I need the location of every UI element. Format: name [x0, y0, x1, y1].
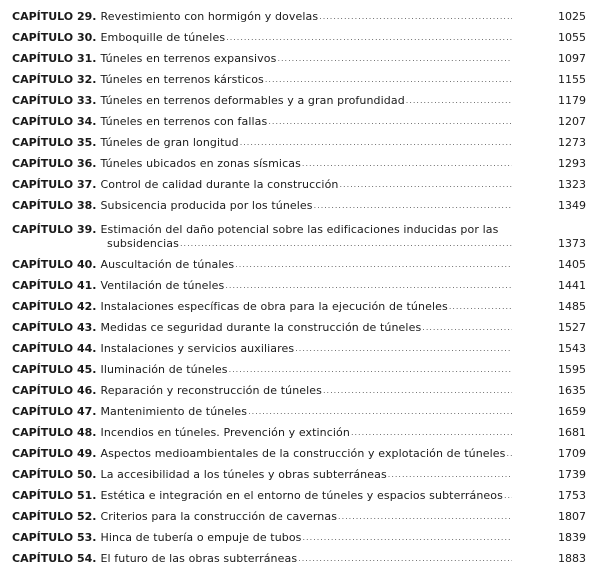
chapter-title: Auscultación de túnales	[100, 258, 235, 271]
chapter-title: Túneles ubicados en zonas sísmicas	[100, 157, 301, 170]
entry-body	[12, 342, 512, 356]
entry-body	[12, 199, 512, 213]
chapter-title: Túneles en terrenos deformables y a gran profundidad	[100, 94, 405, 107]
dot-leader	[229, 363, 512, 377]
chapter-label: CAPÍTULO 33.	[12, 94, 97, 107]
toc-entry[interactable]	[12, 133, 586, 154]
entry-body	[12, 447, 512, 461]
chapter-label: CAPÍTULO 51.	[12, 489, 97, 502]
chapter-label: CAPÍTULO 31.	[12, 52, 97, 65]
toc-entry[interactable]	[12, 112, 586, 133]
page-number: 1681	[558, 426, 586, 439]
entry-body	[12, 468, 512, 482]
chapter-title: Criterios para la construcción de cavernas	[100, 510, 338, 523]
page-number: 1635	[558, 384, 586, 397]
entry-body	[12, 426, 512, 440]
chapter-title: Hinca de tubería o empuje de tubos	[100, 531, 302, 544]
chapter-title: La accesibilidad a los túneles y obras subterráneas	[100, 468, 387, 481]
chapter-label: CAPÍTULO 35.	[12, 136, 97, 149]
entry-body	[12, 531, 512, 545]
entry-body	[12, 258, 512, 272]
chapter-title: Iluminación de túneles	[100, 363, 228, 376]
chapter-label: CAPÍTULO 44.	[12, 342, 97, 355]
dot-leader	[338, 510, 512, 524]
toc-entry[interactable]	[12, 70, 586, 91]
chapter-title: Medidas ce seguridad durante la construcción de túneles	[100, 321, 422, 334]
page-number: 1373	[558, 237, 586, 250]
chapter-label: CAPÍTULO 43.	[12, 321, 97, 334]
page-number: 1293	[558, 157, 586, 170]
toc-entry[interactable]	[12, 381, 586, 402]
page-number: 1179	[558, 94, 586, 107]
toc-entry[interactable]	[12, 444, 586, 465]
chapter-label: CAPÍTULO 29.	[12, 10, 97, 23]
chapter-title: Incendios en túneles. Prevención y extinción	[100, 426, 350, 439]
chapter-label: CAPÍTULO 45.	[12, 363, 97, 376]
page-number: 1595	[558, 363, 586, 376]
toc-entry[interactable]	[12, 297, 586, 318]
toc-entry[interactable]	[12, 154, 586, 175]
page-number: 1097	[558, 52, 586, 65]
dot-leader	[388, 468, 512, 482]
page-number: 1659	[558, 405, 586, 418]
entry-body	[12, 384, 512, 398]
chapter-label: CAPÍTULO 36.	[12, 157, 97, 170]
entry-body	[12, 223, 512, 251]
dot-leader	[277, 52, 512, 66]
page-number: 1055	[558, 31, 586, 44]
dot-leader	[422, 321, 512, 335]
chapter-title: Control de calidad durante la construcción	[100, 178, 339, 191]
dot-leader	[319, 10, 512, 24]
chapter-title: Revestimiento con hormigón y dovelas	[100, 10, 319, 23]
chapter-label: CAPÍTULO 54.	[12, 552, 97, 565]
toc-entry[interactable]	[12, 255, 586, 276]
page-number: 1543	[558, 342, 586, 355]
table-of-contents	[12, 7, 586, 570]
chapter-label: CAPÍTULO 50.	[12, 468, 97, 481]
chapter-label: CAPÍTULO 49.	[12, 447, 97, 460]
chapter-title: Estética e integración en el entorno de túneles y espacios subterráneos	[100, 489, 503, 502]
dot-leader	[295, 342, 512, 356]
toc-entry[interactable]	[12, 549, 586, 570]
dot-leader	[406, 94, 512, 108]
toc-entry[interactable]	[12, 423, 586, 444]
chapter-title: Túneles en terrenos expansivos	[100, 52, 277, 65]
dot-leader	[180, 237, 512, 251]
toc-entry[interactable]	[12, 507, 586, 528]
toc-entry[interactable]	[12, 276, 586, 297]
dot-leader	[339, 178, 512, 192]
page-number: 1807	[558, 510, 586, 523]
entry-body	[12, 94, 512, 108]
chapter-title: Estimación del daño potencial sobre las edificaciones inducidas por las	[100, 223, 499, 236]
chapter-label: CAPÍTULO 30.	[12, 31, 97, 44]
dot-leader	[504, 489, 512, 503]
entry-body	[12, 321, 512, 335]
page-number: 1527	[558, 321, 586, 334]
dot-leader	[303, 531, 512, 545]
page-number: 1485	[558, 300, 586, 313]
entry-body	[12, 115, 512, 129]
toc-entry[interactable]	[12, 175, 586, 196]
chapter-label: CAPÍTULO 41.	[12, 279, 97, 292]
chapter-label: CAPÍTULO 37.	[12, 178, 97, 191]
dot-leader	[298, 552, 512, 566]
entry-body	[12, 52, 512, 66]
entry-body	[12, 178, 512, 192]
toc-entry[interactable]	[12, 91, 586, 112]
page-number: 1207	[558, 115, 586, 128]
chapter-label: CAPÍTULO 48.	[12, 426, 97, 439]
chapter-title: Túneles en terrenos kársticos	[100, 73, 264, 86]
page-number: 1839	[558, 531, 586, 544]
chapter-title: Mantenimiento de túneles	[100, 405, 248, 418]
entry-body	[12, 489, 512, 503]
dot-leader	[323, 384, 512, 398]
page-number: 1753	[558, 489, 586, 502]
chapter-label: CAPÍTULO 53.	[12, 531, 97, 544]
dot-leader	[225, 279, 512, 293]
chapter-title: Instalaciones específicas de obra para la ejecución de túneles	[100, 300, 448, 313]
page-number: 1273	[558, 136, 586, 149]
page-number: 1025	[558, 10, 586, 23]
chapter-title-continued: subsidencias	[107, 237, 179, 250]
chapter-label: CAPÍTULO 52.	[12, 510, 97, 523]
page-number: 1739	[558, 468, 586, 481]
entry-body	[12, 73, 512, 87]
chapter-label: CAPÍTULO 32.	[12, 73, 97, 86]
chapter-label: CAPÍTULO 34.	[12, 115, 97, 128]
dot-leader	[268, 115, 512, 129]
dot-leader	[314, 199, 512, 213]
chapter-label: CAPÍTULO 46.	[12, 384, 97, 397]
chapter-label: CAPÍTULO 40.	[12, 258, 97, 271]
entry-body	[12, 510, 512, 524]
toc-entry[interactable]	[12, 402, 586, 423]
chapter-label: CAPÍTULO 38.	[12, 199, 97, 212]
toc-entry[interactable]	[12, 28, 586, 49]
dot-leader	[235, 258, 512, 272]
entry-body	[12, 157, 512, 171]
chapter-title: Ventilación de túneles	[100, 279, 225, 292]
entry-body	[12, 363, 512, 377]
chapter-label: CAPÍTULO 39.	[12, 223, 97, 236]
page-number: 1883	[558, 552, 586, 565]
chapter-title: Túneles en terrenos con fallas	[100, 115, 268, 128]
dot-leader	[240, 136, 512, 150]
chapter-title: Túneles de gran longitud	[100, 136, 239, 149]
dot-leader	[351, 426, 512, 440]
toc-entry[interactable]	[12, 318, 586, 339]
entry-body	[12, 10, 512, 24]
toc-entry[interactable]	[12, 49, 586, 70]
toc-entry[interactable]	[12, 7, 586, 28]
chapter-title: Reparación y reconstrucción de túneles	[100, 384, 322, 397]
entry-body	[12, 31, 512, 45]
dot-leader	[226, 31, 512, 45]
toc-entry[interactable]	[12, 196, 586, 217]
page-number: 1441	[558, 279, 586, 292]
chapter-title: El futuro de las obras subterráneas	[100, 552, 298, 565]
chapter-label: CAPÍTULO 42.	[12, 300, 97, 313]
dot-leader	[248, 405, 512, 419]
page-number: 1349	[558, 199, 586, 212]
chapter-title: Subsicencia producida por los túneles	[100, 199, 313, 212]
entry-body	[12, 300, 512, 314]
chapter-title: Emboquille de túneles	[100, 31, 226, 44]
page-number: 1323	[558, 178, 586, 191]
entry-body	[12, 136, 512, 150]
toc-entry[interactable]	[12, 465, 586, 486]
page-number: 1709	[558, 447, 586, 460]
page-number: 1405	[558, 258, 586, 271]
toc-entry[interactable]	[12, 486, 586, 507]
toc-entry[interactable]	[12, 339, 586, 360]
toc-entry[interactable]	[12, 217, 586, 255]
entry-body	[12, 552, 512, 566]
dot-leader	[302, 157, 512, 171]
chapter-title: Instalaciones y servicios auxiliares	[100, 342, 295, 355]
dot-leader	[449, 300, 512, 314]
chapter-title: Aspectos medioambientales de la construcción y explotación de túneles	[100, 447, 506, 460]
entry-body	[12, 279, 512, 293]
page-number: 1155	[558, 73, 586, 86]
toc-entry[interactable]	[12, 360, 586, 381]
entry-body	[12, 405, 512, 419]
dot-leader	[265, 73, 512, 87]
chapter-label: CAPÍTULO 47.	[12, 405, 97, 418]
toc-entry[interactable]	[12, 528, 586, 549]
